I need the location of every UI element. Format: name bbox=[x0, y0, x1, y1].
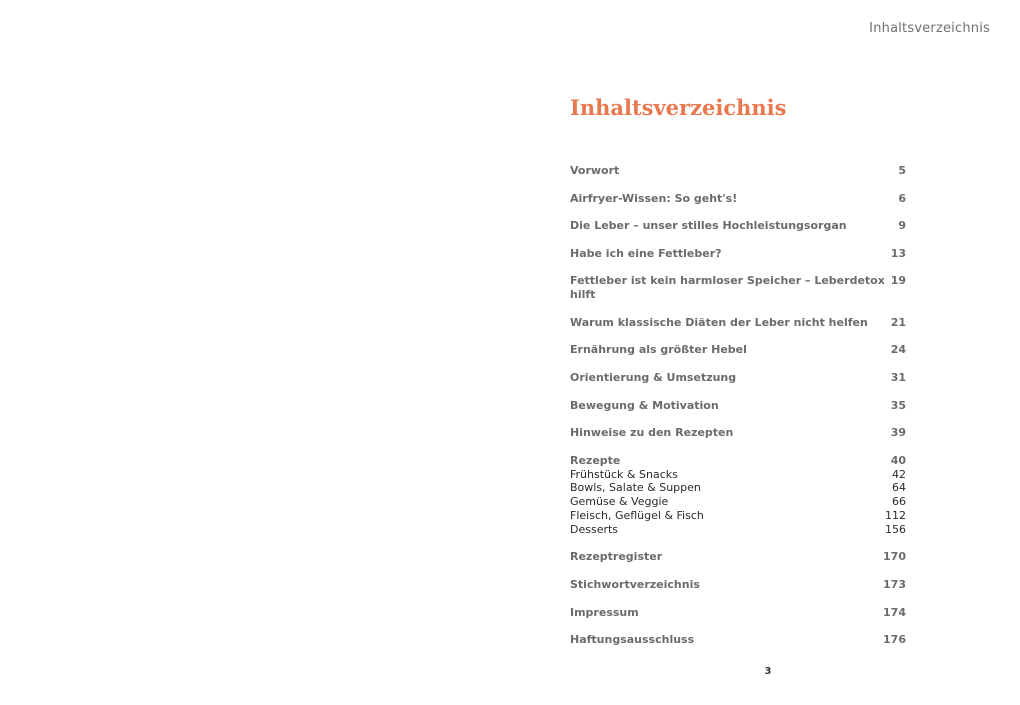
toc-entry-label: Vorwort bbox=[570, 164, 620, 177]
toc-entry-page: 24 bbox=[890, 343, 906, 357]
toc-subentry-page: 66 bbox=[892, 495, 906, 509]
toc-subentry bbox=[570, 509, 906, 523]
toc-subentry-page: 156 bbox=[885, 522, 906, 536]
page-number: 3 bbox=[764, 666, 772, 677]
toc-entry-label: Ernährung als größter Hebel bbox=[570, 343, 747, 357]
toc-entry bbox=[570, 164, 906, 178]
toc-subentry-label: Frühstück & Snacks bbox=[570, 467, 678, 481]
toc-entry bbox=[570, 316, 906, 330]
toc-subentry bbox=[570, 481, 906, 495]
toc-entry bbox=[570, 426, 906, 440]
toc-entry bbox=[570, 606, 906, 620]
toc-subentry bbox=[570, 523, 906, 537]
toc-entry bbox=[570, 633, 906, 647]
toc-subentry-page: 42 bbox=[892, 467, 906, 481]
toc-entry-page: 21 bbox=[890, 315, 906, 329]
toc-entry-label: Airfryer-Wissen: So geht's! bbox=[570, 191, 738, 205]
toc-entry-page: 6 bbox=[898, 191, 906, 205]
toc-entry-page: 174 bbox=[883, 605, 906, 619]
toc-entry-page: 9 bbox=[898, 219, 906, 233]
toc-entry bbox=[570, 219, 906, 233]
toc-subentry-label: Desserts bbox=[570, 522, 619, 536]
toc-entry-page: 35 bbox=[890, 398, 906, 412]
toc-entry-label: Orientierung & Umsetzung bbox=[570, 370, 737, 384]
toc-entry-label: Rezeptregister bbox=[570, 550, 663, 564]
toc-entry bbox=[570, 550, 906, 564]
toc-subentry-label: Gemüse & Veggie bbox=[570, 495, 669, 509]
table-of-contents bbox=[570, 93, 906, 661]
toc-entry bbox=[570, 274, 906, 302]
running-header: Inhaltsverzeichnis bbox=[869, 21, 990, 36]
toc-subentry-label: Bowls, Salate & Suppen bbox=[570, 481, 701, 495]
toc-subentry bbox=[570, 468, 906, 482]
toc-entry-label: Haftungsausschluss bbox=[570, 633, 695, 647]
toc-entry bbox=[570, 371, 906, 385]
toc-subentry-label: Fleisch, Geflügel & Fisch bbox=[570, 508, 704, 522]
toc-entry-label: Die Leber – unser stilles Hochleistungsorgan bbox=[570, 219, 847, 233]
toc-subentry bbox=[570, 495, 906, 509]
toc-entry-label: Rezepte bbox=[570, 453, 621, 467]
toc-title: Inhaltsverzeichnis bbox=[570, 95, 787, 120]
toc-entry-page: 39 bbox=[890, 426, 906, 440]
toc-subentry-page: 64 bbox=[892, 481, 906, 495]
toc-entry-label: Bewegung & Motivation bbox=[570, 398, 719, 412]
toc-entry-label: Fettleber ist kein harmloser Speicher – Leberdetox hilft bbox=[570, 274, 885, 302]
toc-entry-label: Hinweise zu den Rezepten bbox=[570, 426, 734, 440]
toc-entry-label: Stichwortverzeichnis bbox=[570, 577, 700, 591]
toc-entry-label: Habe ich eine Fettleber? bbox=[570, 246, 722, 260]
toc-subentry-page: 112 bbox=[885, 508, 906, 522]
toc-entry bbox=[570, 192, 906, 206]
toc-entry-page: 176 bbox=[883, 633, 906, 647]
toc-entry-page: 5 bbox=[898, 164, 906, 177]
toc-entry-recipes bbox=[570, 454, 906, 468]
toc-entry-label: Warum klassische Diäten der Leber nicht helfen bbox=[570, 315, 868, 329]
toc-entry-page: 19 bbox=[890, 274, 906, 288]
toc-entry bbox=[570, 399, 906, 413]
toc-entry bbox=[570, 247, 906, 261]
toc-entry-label: Impressum bbox=[570, 605, 639, 619]
toc-entry bbox=[570, 343, 906, 357]
toc-entry-page: 173 bbox=[883, 577, 906, 591]
toc-entry bbox=[570, 578, 906, 592]
toc-entry-page: 40 bbox=[890, 453, 906, 467]
toc-entry-page: 31 bbox=[890, 370, 906, 384]
toc-entry-page: 13 bbox=[890, 246, 906, 260]
toc-entry-page: 170 bbox=[883, 550, 906, 564]
